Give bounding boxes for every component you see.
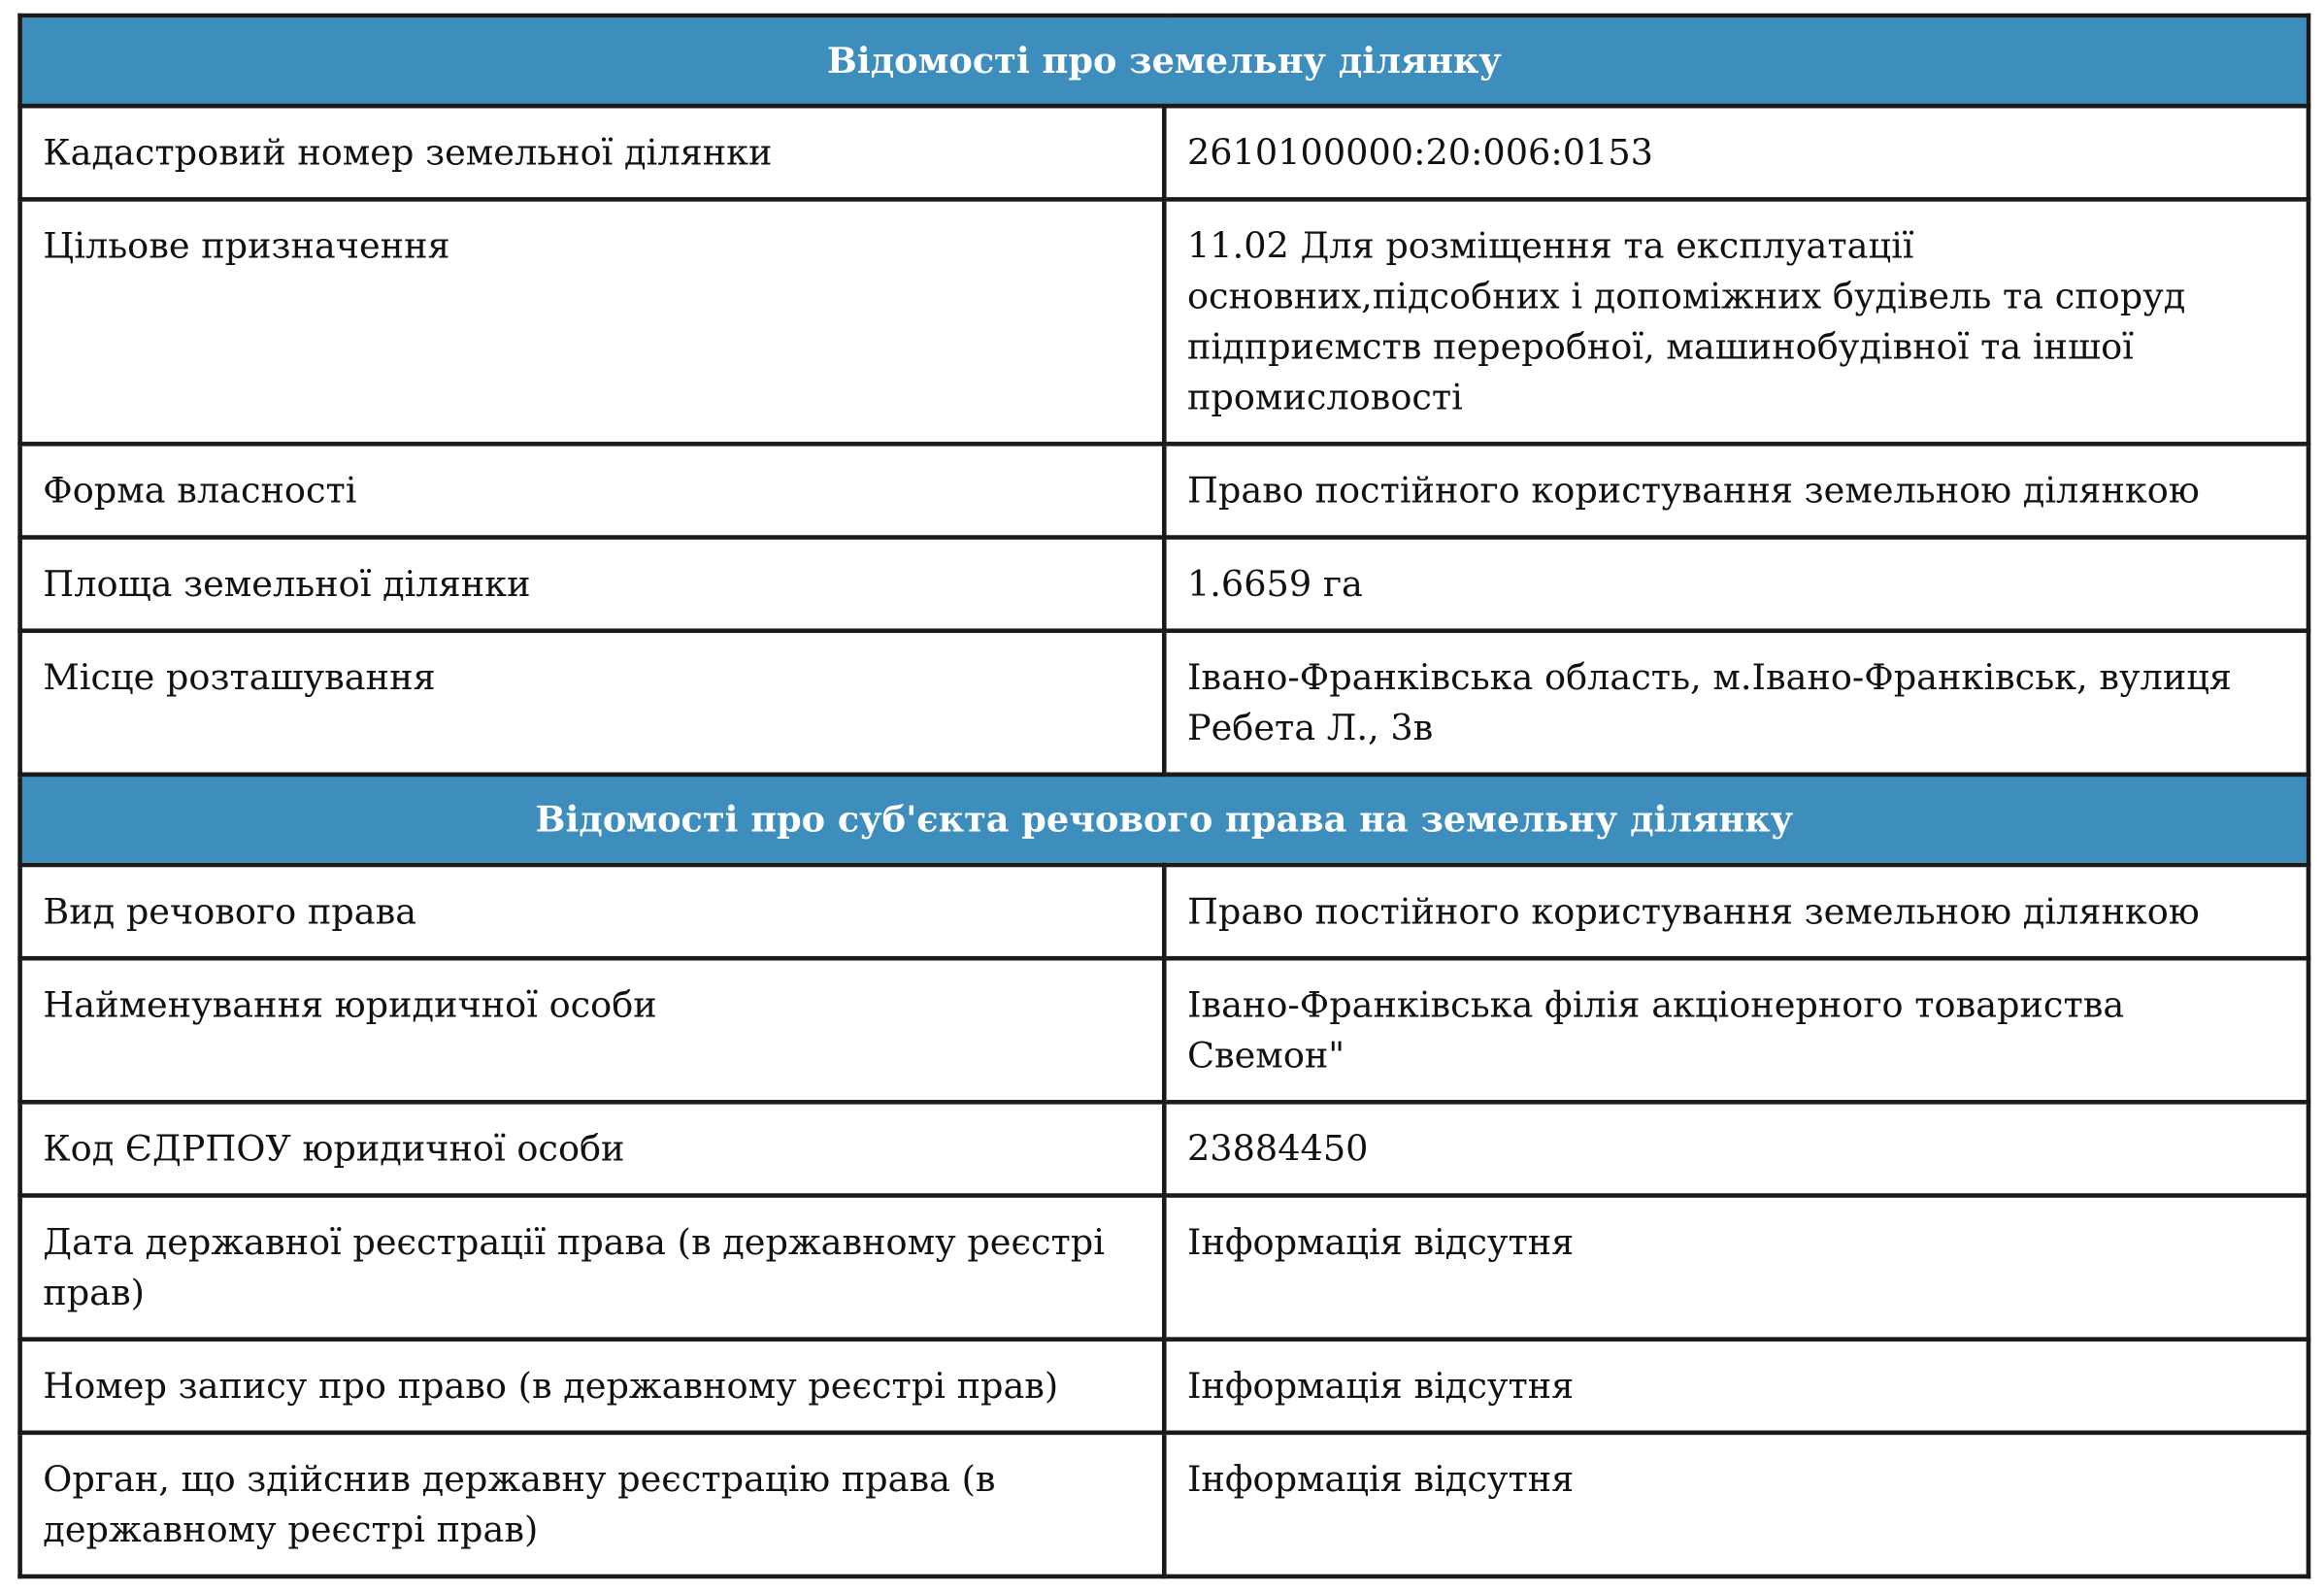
row-label: Вид речового права: [20, 865, 1165, 958]
row-label: Форма власності: [20, 444, 1165, 537]
row-label: Орган, що здійснив державну реєстрацію права (в державному реєстрі прав): [20, 1433, 1165, 1576]
table-row: [20, 865, 2308, 958]
table-row: [20, 1340, 2308, 1433]
section-title-land-plot: Відомості про земельну ділянку: [20, 16, 2308, 106]
row-value: 2610100000:20:006:0153: [1164, 106, 2308, 199]
table-row: [20, 1433, 2308, 1576]
row-value: Інформація відсутня: [1164, 1433, 2308, 1576]
table-row: [20, 538, 2308, 631]
section-title-rights-holder: Відомості про суб'єкта речового права на земельну ділянку: [20, 775, 2308, 865]
table-row: [20, 444, 2308, 537]
row-value: Івано-Франківська область, м.Івано-Франківськ, вулиця Ребета Л., 3в: [1164, 631, 2308, 775]
row-value: Інформація відсутня: [1164, 1340, 2308, 1433]
row-value: 23884450: [1164, 1102, 2308, 1195]
row-value: 1.6659 га: [1164, 538, 2308, 631]
table-row: [20, 631, 2308, 775]
table-row: [20, 1102, 2308, 1195]
table-row: [20, 106, 2308, 199]
row-value: Право постійного користування земельною ділянкою: [1164, 865, 2308, 958]
row-label: Місце розташування: [20, 631, 1165, 775]
section-header-row: [20, 775, 2308, 865]
table-row: [20, 958, 2308, 1102]
row-label: Площа земельної ділянки: [20, 538, 1165, 631]
row-label: Код ЄДРПОУ юридичної особи: [20, 1102, 1165, 1195]
table-row: [20, 1196, 2308, 1340]
row-value: Івано-Франківська філія акціонерного товариства Свемон": [1164, 958, 2308, 1102]
row-label: Кадастровий номер земельної ділянки: [20, 106, 1165, 199]
row-label: Номер запису про право (в державному реєстрі прав): [20, 1340, 1165, 1433]
table-row: [20, 199, 2308, 444]
land-plot-info-table: [17, 14, 2310, 1579]
row-label: Цільове призначення: [20, 199, 1165, 444]
row-label: Найменування юридичної особи: [20, 958, 1165, 1102]
row-value: 11.02 Для розміщення та експлуатації основних,підсобних і допоміжних будівель та споруд підприємств переробної, машинобудівної та іншої промисловості: [1164, 199, 2308, 444]
row-value: Інформація відсутня: [1164, 1196, 2308, 1340]
row-label: Дата державної реєстрації права (в державному реєстрі прав): [20, 1196, 1165, 1340]
row-value: Право постійного користування земельною ділянкою: [1164, 444, 2308, 537]
section-header-row: [20, 16, 2308, 106]
